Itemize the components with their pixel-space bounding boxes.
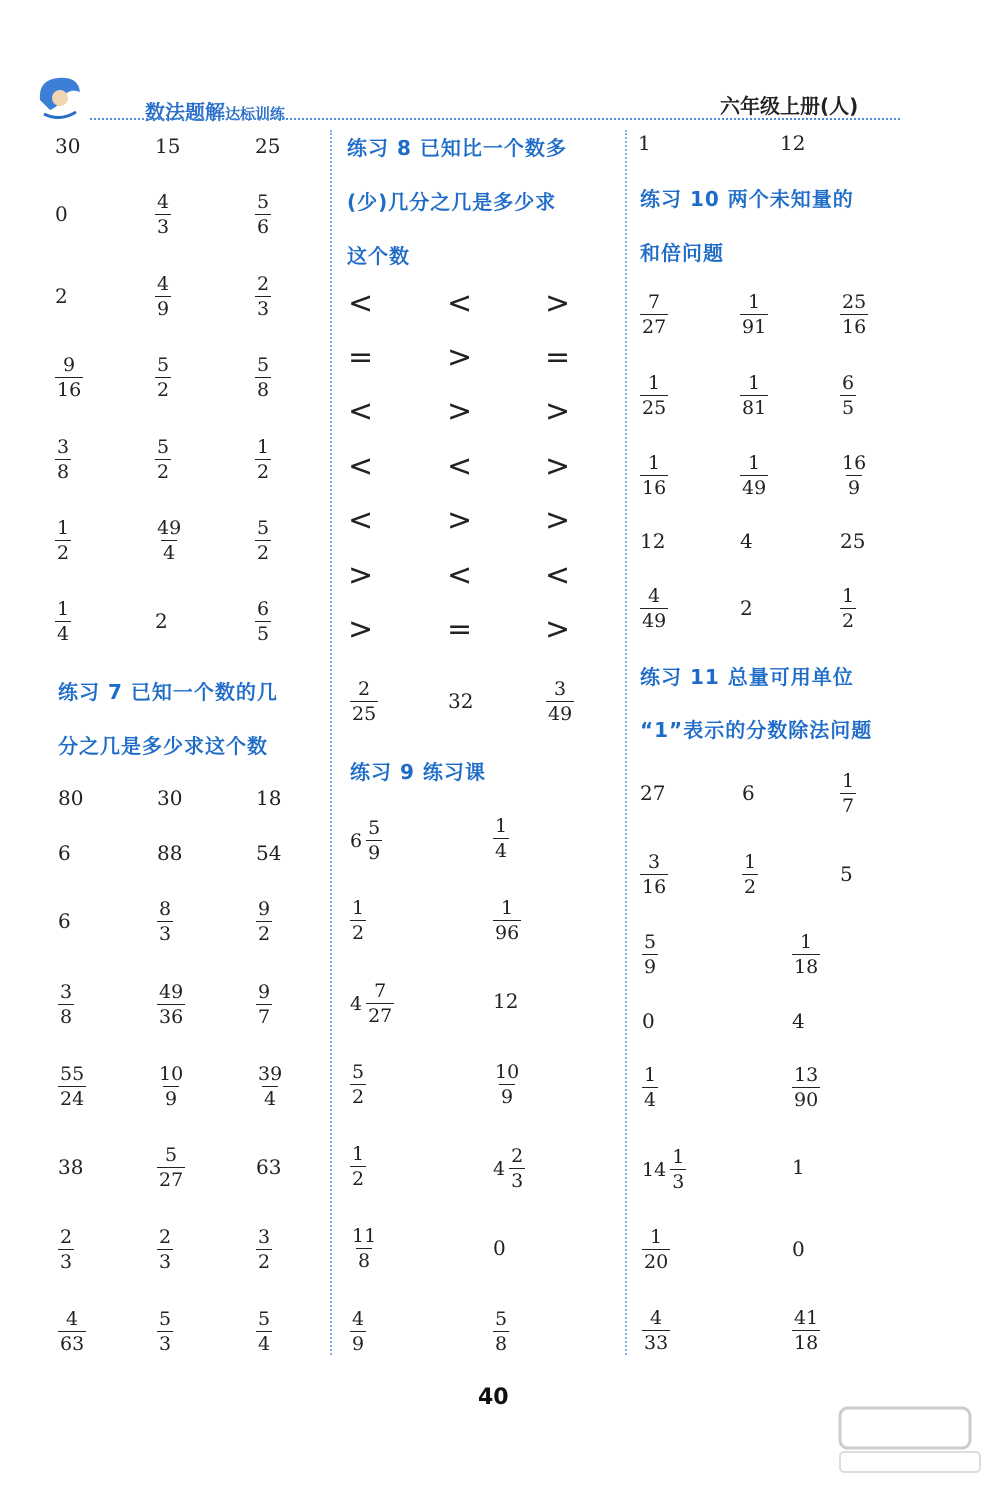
numerator: 4 [157,273,170,295]
number-answer: 38 [58,1155,84,1179]
denominator: 16 [642,876,667,898]
section-9-title: 练习 9 练习课 [350,760,486,784]
denominator: 4 [264,1088,277,1110]
fraction-answer [840,584,856,633]
numerator: 3 [648,851,661,873]
numerator: 1 [748,452,761,474]
fraction-answer [155,435,171,484]
numerator: 5 [257,191,270,213]
fraction-answer [55,597,71,646]
fraction [366,816,382,865]
fraction-answer [640,290,668,339]
fraction-answer [640,850,668,899]
fraction-answer [642,1306,670,1355]
number-answer: 0 [55,202,68,226]
numerator: 1 [748,372,761,394]
denominator: 91 [742,316,767,338]
fraction-answer [58,980,74,1029]
fraction-answer [155,272,171,321]
denominator: 27 [159,1169,184,1191]
numerator: 1 [842,585,855,607]
column-divider [625,130,627,1355]
numerator: 1 [842,770,855,792]
number-answer: 30 [55,134,81,158]
comparison-symbol: = [545,340,571,375]
denominator: 24 [60,1088,85,1110]
numerator: 1 [650,1226,663,1248]
denominator: 3 [159,923,172,945]
denominator: 49 [742,477,767,499]
numerator: 9 [63,354,76,376]
denominator: 3 [672,1171,685,1193]
denominator: 3 [159,1333,172,1355]
fraction-answer [58,1062,86,1111]
fraction-answer [157,897,173,946]
fraction-answer [55,516,71,565]
number-answer: 6 [58,909,71,933]
number-answer: 4 [792,1009,805,1033]
fraction-answer [255,516,271,565]
numerator: 4 [66,1308,79,1330]
numerator: 3 [554,678,567,700]
denominator: 63 [60,1333,85,1355]
whole-part: 6 [350,829,363,852]
fraction-answer [155,190,171,239]
numerator: 2 [60,1226,73,1248]
denominator: 49 [548,703,573,725]
fraction-answer [255,597,271,646]
denominator: 4 [644,1089,657,1111]
denominator: 18 [794,956,819,978]
fraction-answer [255,190,271,239]
fraction-answer [256,1225,272,1274]
numerator: 5 [257,517,270,539]
denominator: 96 [495,922,520,944]
numerator: 1 [744,851,757,873]
denominator: 6 [257,216,270,238]
fraction-answer [792,930,820,979]
denominator: 16 [642,477,667,499]
denominator: 7 [258,1006,271,1028]
numerator: 1 [257,436,270,458]
mixed-number [493,1144,525,1193]
comparison-symbol: > [545,449,571,484]
denominator: 2 [257,542,270,564]
denominator: 25 [352,703,377,725]
comparison-symbol: > [447,340,473,375]
numerator: 1 [648,372,661,394]
denominator: 16 [57,379,82,401]
comparison-symbol: = [348,340,374,375]
denominator: 25 [642,397,667,419]
number-answer: 12 [493,989,519,1013]
fraction-answer [840,769,856,818]
fraction-answer [55,435,71,484]
number-answer: 25 [840,529,866,553]
whole-part: 4 [350,992,363,1015]
whole-part: 4 [493,1157,506,1180]
number-answer: 54 [256,841,282,865]
denominator: 2 [57,542,70,564]
numerator: 7 [648,291,661,313]
fraction-answer [840,371,856,420]
fraction-answer [642,930,658,979]
numerator: 5 [157,354,170,376]
comparison-symbol: < [447,558,473,593]
denominator: 2 [352,922,365,944]
number-answer: 1 [792,1155,805,1179]
numerator: 4 [650,1307,663,1329]
fraction-answer [157,980,185,1029]
numerator: 2 [159,1226,172,1248]
numerator: 41 [794,1307,819,1329]
numerator: 5 [495,1308,508,1330]
numerator: 5 [644,931,657,953]
fraction-answer [255,272,271,321]
denominator: 9 [165,1088,178,1110]
fraction-answer [157,1062,185,1111]
comparison-symbol: > [545,394,571,429]
numerator: 2 [511,1145,524,1167]
column-divider [330,130,332,1355]
numerator: 49 [159,981,184,1003]
fraction-answer [155,516,183,565]
fraction-answer [493,1307,509,1356]
comparison-symbol: > [545,612,571,647]
fraction-answer [642,1063,658,1112]
number-answer: 0 [493,1236,506,1260]
numerator: 5 [157,436,170,458]
numerator: 39 [258,1063,283,1085]
denominator: 2 [257,461,270,483]
section-8-title-line2: (少)几分之几是多少求 [347,190,557,214]
numerator: 13 [794,1064,819,1086]
number-answer: 18 [256,786,282,810]
denominator: 4 [163,542,176,564]
denominator: 49 [642,610,667,632]
denominator: 2 [258,1251,271,1273]
numerator: 6 [257,598,270,620]
comparison-symbol: < [348,449,374,484]
fraction-answer [350,1224,378,1273]
fraction-answer [58,1307,86,1356]
fraction-answer [742,850,758,899]
number-answer: 30 [157,786,183,810]
mixed-number [350,816,382,865]
number-answer: 5 [840,862,853,886]
denominator: 9 [157,298,170,320]
number-answer: 88 [157,841,183,865]
fraction-answer [350,1142,366,1191]
fraction-answer [157,1225,173,1274]
fraction-answer [255,435,271,484]
denominator: 8 [60,1006,73,1028]
comparison-symbol: > [447,394,473,429]
numerator: 9 [258,981,271,1003]
fraction-answer [350,1307,366,1356]
denominator: 9 [644,956,657,978]
fraction-answer [256,897,272,946]
section-7-title-line2: 分之几是多少求这个数 [58,734,268,758]
fraction-answer [642,1225,670,1274]
denominator: 3 [257,298,270,320]
numerator: 3 [60,981,73,1003]
watermark-logo-icon [830,1400,990,1480]
number-answer: 80 [58,786,84,810]
denominator: 5 [257,623,270,645]
numerator: 16 [842,452,867,474]
comparison-symbol: < [348,503,374,538]
numerator: 1 [648,452,661,474]
section-11-title-line1: 练习 11 总量可用单位 [640,665,854,689]
comparison-symbol: < [348,394,374,429]
comparison-symbol: < [447,286,473,321]
number-answer: 0 [642,1009,655,1033]
number-answer: 25 [255,134,281,158]
denominator: 2 [352,1086,365,1108]
denominator: 2 [157,379,170,401]
fraction-answer [792,1063,820,1112]
fraction-answer [350,896,366,945]
numerator: 1 [644,1064,657,1086]
numerator: 5 [257,354,270,376]
section-10-title-line1: 练习 10 两个未知量的 [640,187,854,211]
numerator: 4 [157,191,170,213]
mixed-number [642,1145,686,1194]
denominator: 7 [842,795,855,817]
fraction-answer [256,980,272,1029]
comparison-symbol: > [447,503,473,538]
fraction-answer [546,677,574,726]
numerator: 55 [60,1063,85,1085]
numerator: 4 [352,1308,365,1330]
numerator: 5 [258,1308,271,1330]
section-10-title-line2: 和倍问题 [640,241,724,265]
denominator: 2 [352,1168,365,1190]
denominator: 20 [644,1251,669,1273]
section-11-title-line2: “1”表示的分数除法问题 [640,718,873,742]
fraction-answer [740,290,768,339]
denominator: 4 [57,623,70,645]
fraction-answer [157,1307,173,1356]
fraction-answer [350,1060,366,1109]
comparison-symbol: > [348,612,374,647]
fraction-answer [840,290,868,339]
denominator: 4 [495,840,508,862]
mixed-number [350,979,394,1028]
fraction-answer [740,371,768,420]
numerator: 5 [165,1144,178,1166]
number-answer: 27 [640,781,666,805]
denominator: 16 [842,316,867,338]
denominator: 18 [794,1332,819,1354]
comparison-symbol: < [545,558,571,593]
fraction-answer [58,1225,74,1274]
number-answer: 6 [58,841,71,865]
fraction-answer [155,353,171,402]
numerator: 5 [368,817,381,839]
denominator: 81 [742,397,767,419]
number-answer: 4 [740,529,753,553]
number-answer: 1 [638,131,651,155]
numerator: 10 [495,1061,520,1083]
numerator: 25 [842,291,867,313]
denominator: 3 [60,1251,73,1273]
number-answer: 0 [792,1237,805,1261]
denominator: 9 [368,842,381,864]
numerator: 11 [352,1225,377,1247]
denominator: 2 [842,610,855,632]
cartoon-logo-icon [30,70,90,125]
denominator: 3 [159,1251,172,1273]
numerator: 1 [352,897,365,919]
numerator: 1 [57,517,70,539]
grade-label: 六年级上册(人) [720,94,859,118]
fraction-answer [256,1062,284,1111]
fraction-answer [255,353,271,402]
number-answer: 6 [742,781,755,805]
denominator: 3 [511,1170,524,1192]
denominator: 2 [157,461,170,483]
numerator: 7 [374,980,387,1002]
comparison-symbol: = [447,612,473,647]
book-title: 数法题解达标训练 [145,100,286,124]
number-answer: 12 [780,131,806,155]
fraction-answer [740,451,768,500]
denominator: 4 [258,1333,271,1355]
numerator: 3 [258,1226,271,1248]
denominator: 8 [495,1333,508,1355]
denominator: 33 [644,1332,669,1354]
fraction-answer [493,896,521,945]
section-7-title-line1: 练习 7 已知一个数的几 [58,680,278,704]
numerator: 1 [800,931,813,953]
numerator: 1 [501,897,514,919]
denominator: 8 [358,1250,371,1272]
denominator: 8 [257,379,270,401]
numerator: 4 [648,585,661,607]
fraction-answer [640,584,668,633]
denominator: 3 [157,216,170,238]
comparison-symbol: < [348,286,374,321]
numerator: 6 [842,372,855,394]
comparison-symbol: > [545,503,571,538]
denominator: 2 [258,923,271,945]
number-answer: 2 [740,596,753,620]
numerator: 1 [672,1146,685,1168]
header-rule [90,118,900,120]
number-answer: 63 [256,1155,282,1179]
fraction [670,1145,686,1194]
fraction [366,979,394,1028]
section-8-title-line1: 练习 8 已知比一个数多 [347,136,567,160]
number-answer: 32 [448,689,474,713]
numerator: 10 [159,1063,184,1085]
denominator: 27 [642,316,667,338]
numerator: 5 [352,1061,365,1083]
fraction-answer [640,451,668,500]
numerator: 5 [159,1308,172,1330]
fraction [509,1144,525,1193]
fraction-answer [792,1306,820,1355]
denominator: 5 [842,397,855,419]
number-answer: 2 [55,284,68,308]
fraction-answer [840,451,868,500]
number-answer: 12 [640,529,666,553]
number-answer: 15 [155,134,181,158]
denominator: 36 [159,1006,184,1028]
denominator: 9 [352,1333,365,1355]
numerator: 49 [157,517,182,539]
denominator: 9 [848,477,861,499]
section-8-title-line3: 这个数 [347,244,410,268]
fraction-answer [55,353,83,402]
numerator: 1 [352,1143,365,1165]
numerator: 2 [358,678,371,700]
number-answer: 2 [155,609,168,633]
denominator: 27 [368,1005,393,1027]
fraction-answer [350,677,378,726]
numerator: 3 [57,436,70,458]
comparison-symbol: > [348,558,374,593]
denominator: 9 [501,1086,514,1108]
denominator: 90 [794,1089,819,1111]
denominator: 2 [744,876,757,898]
numerator: 1 [495,815,508,837]
numerator: 1 [748,291,761,313]
comparison-symbol: > [545,286,571,321]
numerator: 2 [257,273,270,295]
fraction-answer [640,371,668,420]
numerator: 8 [159,898,172,920]
book-subtitle: 达标训练 [225,105,286,123]
fraction-answer [256,1307,272,1356]
comparison-symbol: < [447,449,473,484]
fraction-answer [493,814,509,863]
page-number: 40 [478,1385,509,1410]
numerator: 9 [258,898,271,920]
whole-part: 14 [642,1158,667,1181]
fraction-answer [157,1143,185,1192]
numerator: 1 [57,598,70,620]
denominator: 8 [57,461,70,483]
fraction-answer [493,1060,521,1109]
